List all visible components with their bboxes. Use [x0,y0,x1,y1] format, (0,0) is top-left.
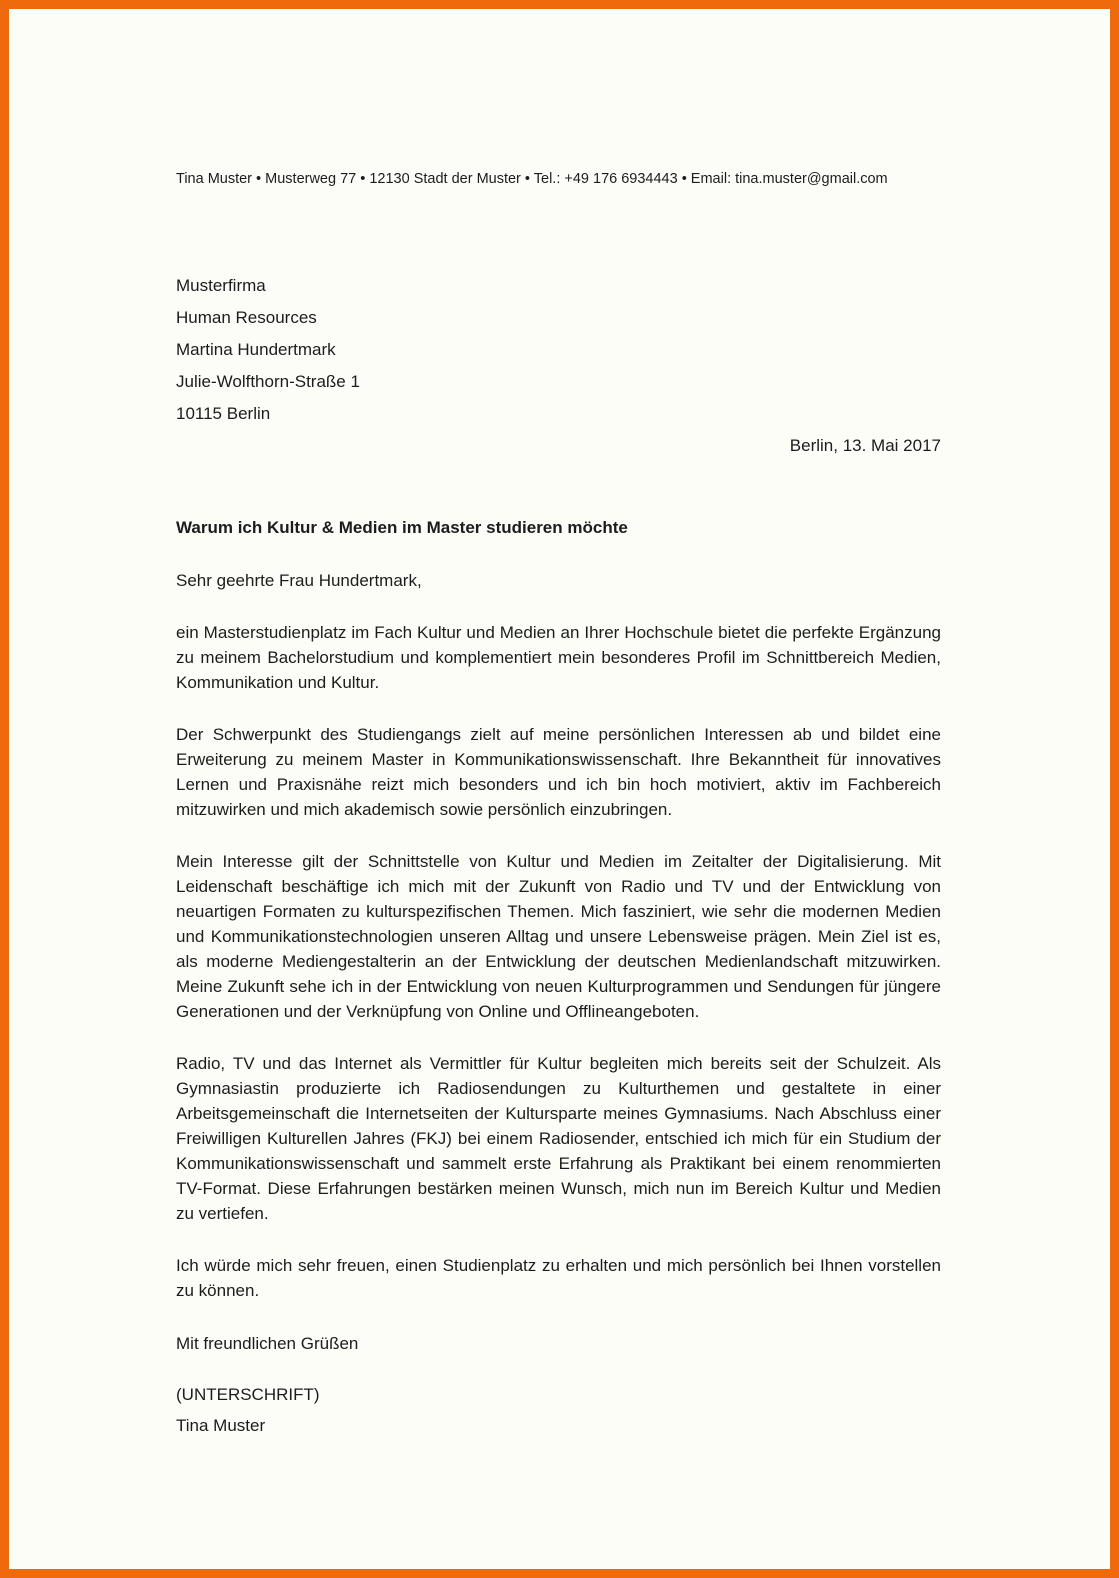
recipient-block [176,270,941,430]
recipient-department: Human Resources [176,308,317,327]
closing-phrase: Mit freundlichen Grüßen [176,1334,359,1353]
sender-contact-line: Tina Muster • Musterweg 77 • 12130 Stadt der Muster • Tel.: +49 176 6934443 • Email: tina.muster@gmail.com [176,171,888,187]
body-paragraph-5: Ich würde mich sehr freuen, einen Studienplatz zu erhalten und mich persönlich bei Ihnen vorstellen zu können. [176,1256,941,1300]
recipient-city: 10115 Berlin [176,404,271,423]
date-line: Berlin, 13. Mai 2017 [789,436,941,455]
recipient-company: Musterfirma [176,276,266,295]
subject-line: Warum ich Kultur & Medien im Master studieren möchte [176,518,628,537]
body-paragraph-2: Der Schwerpunkt des Studiengangs zielt auf meine persönlichen Interessen ab und bildet eine Erweiterung zu meinem Master in Kommunikationswissenschaft. Ihre Bekanntheit für innovatives Lernen und Praxisnähe reizt mich besonders und ich bin hoch motiviert, aktiv im Fachbereich mitzuwirken und mich akademisch sowie persönlich einzubringen. [176,725,941,819]
salutation: Sehr geehrte Frau Hundertmark, [176,571,422,590]
signature-placeholder: (UNTERSCHRIFT) [176,1385,320,1404]
letter-body [176,620,941,1303]
recipient-street: Julie-Wolfthorn-Straße 1 [176,372,360,391]
body-paragraph-4: Radio, TV und das Internet als Vermittler für Kultur begleiten mich bereits seit der Schulzeit. Als Gymnasiastin produzierte ich Radiosendungen zu Kulturthemen und gestaltete in einer Arbeitsgemeinschaft die Internetseiten der Kultursparte meines Gymnasiums. Nach Abschluss einer Freiwilligen Kulturellen Jahres (FKJ) bei einem Radiosender, entschied ich mich für ein Studium der Kommunikationswissenschaft und sammelt erste Erfahrung als Praktikant bei einem renommierten TV-Format. Diese Erfahrungen bestärken meinen Wunsch, mich nun im Bereich Kultur und Medien zu vertiefen. [176,1054,941,1223]
body-paragraph-3: Mein Interesse gilt der Schnittstelle von Kultur und Medien im Zeitalter der Digitalisierung. Mit Leidenschaft beschäftige ich mich mit der Zukunft von Radio und TV und der Entwicklung von neuartigen Formaten zu kulturspezifischen Themen. Mich fasziniert, wie sehr die modernen Medien und Kommunikationstechnologien unseren Alltag und unsere Lebensweise prägen. Mein Ziel ist es, als moderne Mediengestalterin an der Entwicklung der deutschen Medienlandschaft mitzuwirken. Meine Zukunft sehe ich in der Entwicklung von neuen Kulturprogrammen und Sendungen für jüngere Generationen und der Verknüpfung von Online und Offlineangeboten. [176,852,941,1021]
signature-name: Tina Muster [176,1416,266,1435]
body-paragraph-1: ein Masterstudienplatz im Fach Kultur und Medien an Ihrer Hochschule bietet die perfekte Ergänzung zu meinem Bachelorstudium und komplementiert mein besonderes Profil im Schnittbereich Medien, Kommunikation und Kultur. [176,623,941,692]
bottom-edge-line [0,1574,1119,1578]
recipient-contact-person: Martina Hundertmark [176,340,336,359]
letter-content [176,9,941,1438]
